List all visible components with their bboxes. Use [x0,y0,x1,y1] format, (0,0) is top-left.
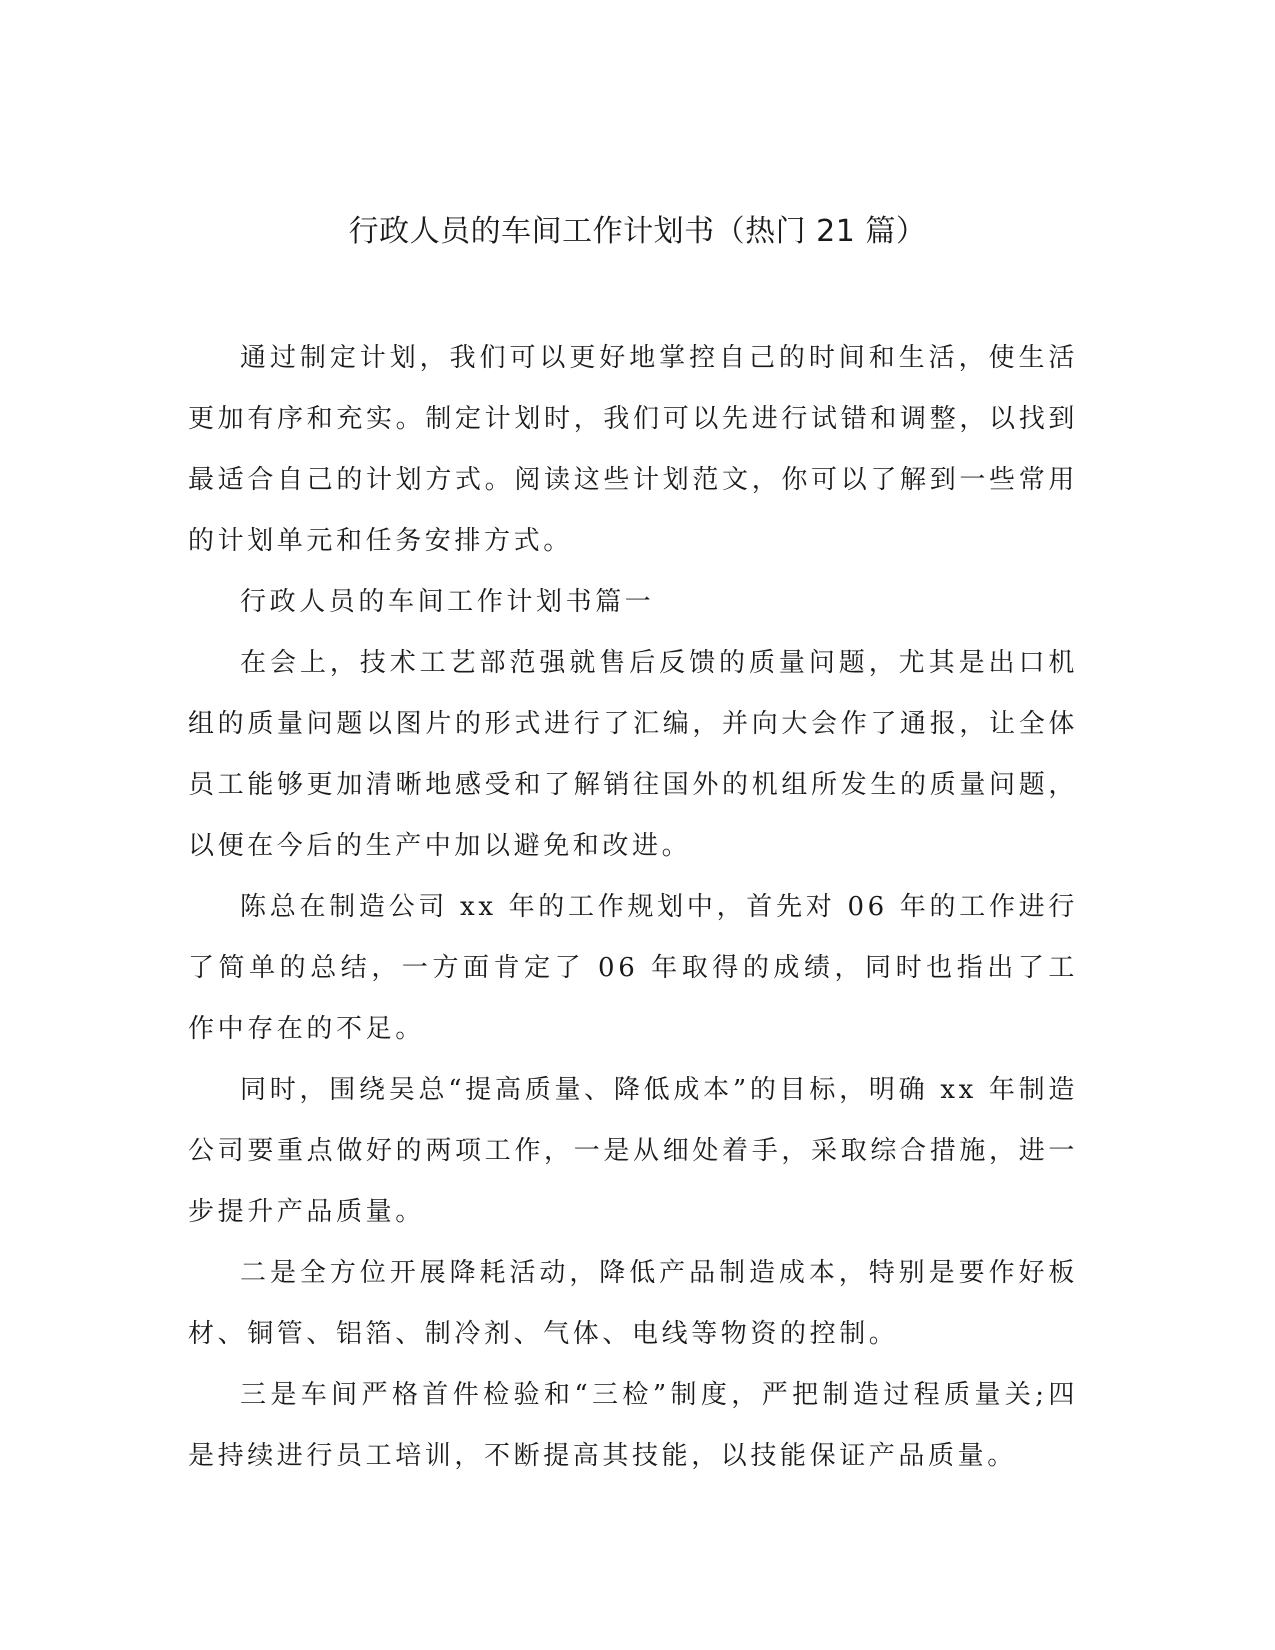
body-paragraph: 在会上，技术工艺部范强就售后反馈的质量问题，尤其是出口机组的质量问题以图片的形式进行了汇编，并向大会作了通报，让全体员工能够更加清晰地感受和了解销往国外的机组所发生的质量问题，以便在今后的生产中加以避免和改进。 [188,648,1078,861]
body-paragraph: 同时，围绕吴总“提高质量、降低成本”的目标，明确 xx 年制造公司要重点做好的两项工作，一是从细处着手，采取综合措施，进一步提升产品质量。 [188,1075,1078,1227]
intro-paragraph: 通过制定计划，我们可以更好地掌控自己的时间和生活，使生活更加有序和充实。制定计划时，我们可以先进行试错和调整，以找到最适合自己的计划方式。阅读这些计划范文，你可以了解到一些常用的计划单元和任务安排方式。 [188,343,1078,556]
section-heading: 行政人员的车间工作计划书篇一 [240,587,655,617]
body-paragraph: 陈总在制造公司 xx 年的工作规划中，首先对 06 年的工作进行了简单的总结，一方面肯定了 06 年取得的成绩，同时也指出了工作中存在的不足。 [188,892,1078,1044]
document-title: 行政人员的车间工作计划书（热门 21 篇） [348,214,927,249]
document-body [188,328,1078,1487]
body-paragraph: 三是车间严格首件检验和“三检”制度，严把制造过程质量关;四是持续进行员工培训，不断提高其技能，以技能保证产品质量。 [188,1380,1078,1471]
body-paragraph: 二是全方位开展降耗活动，降低产品制造成本，特别是要作好板材、铜管、铝箔、制冷剂、气体、电线等物资的控制。 [188,1258,1078,1349]
